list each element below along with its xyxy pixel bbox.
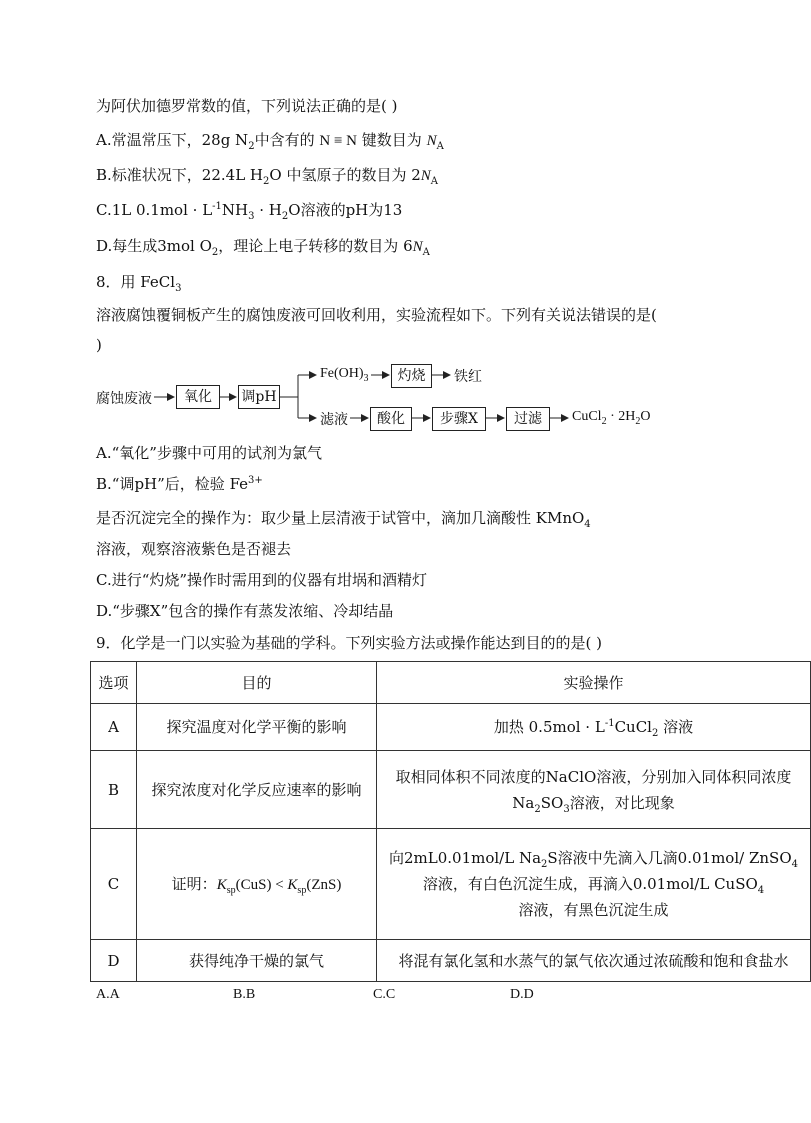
flow-precipitate: $Fe(OH)_3$ bbox=[320, 366, 369, 384]
row-c-goal: 证明：$K_{sp}(CuS) < K_{sp}(ZnS)$ bbox=[137, 829, 377, 940]
table-row-a bbox=[91, 704, 811, 751]
q8-option-b: B.“调pH”后，检验 $Fe^{3+}$ bbox=[96, 475, 263, 493]
flow-start: 腐蚀废液 bbox=[96, 391, 152, 407]
table-row-b bbox=[91, 751, 811, 829]
row-d-goal: 获得纯净干燥的氯气 bbox=[137, 940, 377, 982]
row-c-operation: 向2mL0.01mol/L $Na_2S$溶液中先滴入几滴0.01mol/ ZnSO$_4$ 溶液，有白色沉淀生成，再滴入0.01mol/L CuSO$_4$ 溶液，有黑色沉淀生成 bbox=[377, 829, 811, 940]
answer-option-a: A.A bbox=[96, 987, 120, 1002]
q7-option-b: B.标准状况下，22.4L $H_2O$ 中氢原子的数目为 $2N_A$ bbox=[96, 166, 439, 187]
row-b-operation: 取相同体积不同浓度的NaClO溶液，分别加入同体积同浓度 $Na_2SO_3$溶液，对比现象 bbox=[377, 751, 811, 829]
q7-option-a: A.常温常压下，28g $N_2$中含有的 N ≡ N 键数目为 $N_A$ bbox=[96, 131, 444, 152]
q8-stem: 溶液腐蚀覆铜板产生的腐蚀废液可回收利用，实验流程如下。下列有关说法错误的是( bbox=[96, 306, 657, 324]
row-b-goal: 探究浓度对化学反应速率的影响 bbox=[137, 751, 377, 829]
answer-option-b: B.B bbox=[233, 987, 256, 1002]
row-a-option: A bbox=[91, 704, 137, 751]
row-b-option: B bbox=[91, 751, 137, 829]
q8-stem-end: ) bbox=[96, 336, 102, 354]
q9-stem: 9．化学是一门以实验为基础的学科。下列实验方法或操作能达到目的的是( ) bbox=[96, 634, 603, 652]
q8-option-b-cont: 是否沉淀完全的操作为：取少量上层清液于试管中，滴加几滴酸性 KMnO$_4$ bbox=[96, 509, 591, 530]
table-row-d bbox=[91, 940, 811, 982]
flow-product-iron-red: 铁红 bbox=[454, 369, 482, 385]
answer-option-c: C.C bbox=[373, 987, 396, 1002]
table-row-c bbox=[91, 829, 811, 940]
row-d-option: D bbox=[91, 940, 137, 982]
flow-box-oxidize: 氧化 bbox=[176, 385, 220, 409]
q7-stem: 为阿伏加德罗常数的值，下列说法正确的是( ) bbox=[96, 97, 398, 115]
q8-option-a: A.“氧化”步骤中可用的试剂为氯气 bbox=[96, 444, 322, 462]
q8-option-b-end: 溶液，观察溶液紫色是否褪去 bbox=[96, 540, 292, 558]
q8-head: 8．用 FeCl$_3$ bbox=[96, 273, 182, 294]
flow-product-cucl2: CuCl$_2$ · $2H_2O$ bbox=[572, 409, 651, 427]
q8-option-c: C.进行“灼烧”操作时需用到的仪器有坩埚和酒精灯 bbox=[96, 571, 428, 589]
flow-box-filter: 过滤 bbox=[506, 407, 550, 431]
row-a-operation: 加热 $0.5mol \cdot L^{-1}CuCl_2$ 溶液 bbox=[377, 704, 811, 751]
row-d-operation: 将混有氯化氢和水蒸气的氯气依次通过浓硫酸和饱和食盐水 bbox=[377, 940, 811, 982]
header-operation: 实验操作 bbox=[377, 662, 811, 704]
experiment-table bbox=[90, 661, 811, 982]
q7-option-c: C.1L $0.1mol \cdot L^{-1}NH_3 \cdot H_2O$溶液的pH为13 bbox=[96, 201, 403, 222]
flow-box-calcine: 灼烧 bbox=[391, 364, 432, 388]
row-a-goal: 探究温度对化学平衡的影响 bbox=[137, 704, 377, 751]
flow-box-step-x: 步骤X bbox=[432, 407, 486, 431]
header-goal: 目的 bbox=[137, 662, 377, 704]
row-c-option: C bbox=[91, 829, 137, 940]
process-flowchart bbox=[96, 358, 696, 430]
flow-box-adjust-ph: 调pH bbox=[238, 385, 280, 409]
table-header-row bbox=[91, 662, 811, 704]
q8-option-d: D.“步骤X”包含的操作有蒸发浓缩、冷却结晶 bbox=[96, 602, 394, 620]
q7-option-d: D.每生成3mol $O_2$，理论上电子转移的数目为 $6N_A$ bbox=[96, 237, 430, 258]
flow-box-acidify: 酸化 bbox=[370, 407, 412, 431]
flow-filtrate: 滤液 bbox=[320, 412, 348, 428]
answer-option-d: D.D bbox=[510, 987, 534, 1002]
header-option: 选项 bbox=[91, 662, 137, 704]
